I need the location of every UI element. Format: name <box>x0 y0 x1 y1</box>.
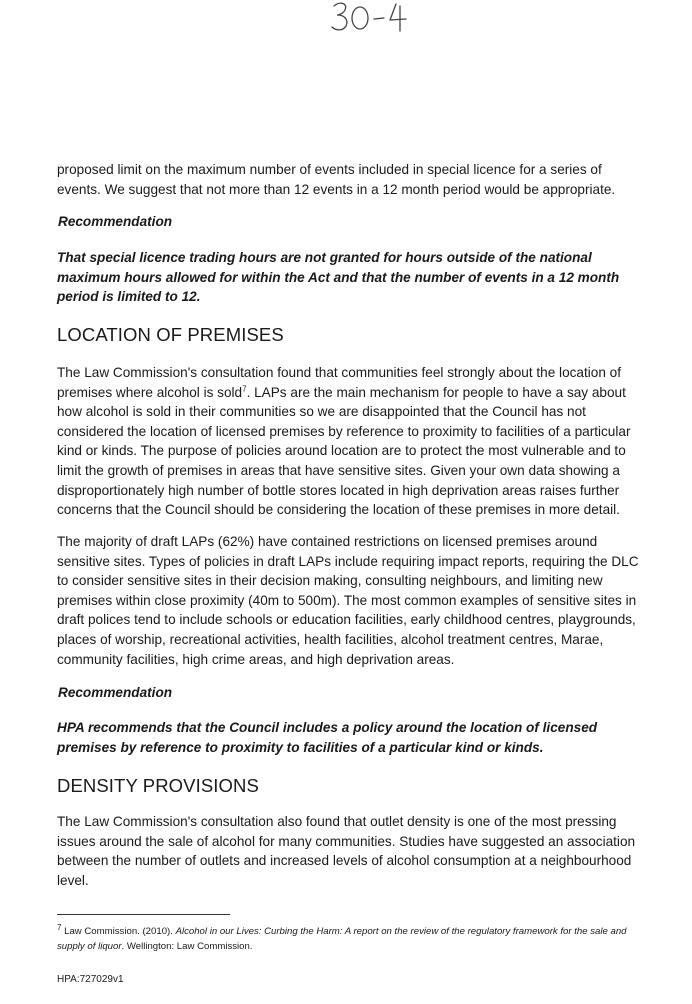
location-paragraph-1-text: The Law Commission's consultation found that communities feel strongly about the location of premises where alcohol is sold <box>57 365 622 400</box>
recommendation-text: That special licence trading hours are not granted for hours outside of the national maximum hours allowed for within the Act and that the number of events in a 12 month period is limited to 12. <box>57 250 620 305</box>
handwritten-page-number <box>330 0 420 34</box>
section-heading-location: LOCATION OF PREMISES <box>57 324 284 345</box>
footnote-publisher: . Wellington: Law Commission. <box>121 941 253 952</box>
location-paragraph-1 <box>57 363 647 520</box>
document-id: HPA:727029v1 <box>57 974 124 985</box>
footnote-number: 7 <box>57 922 62 932</box>
location-paragraph-2: The majority of draft LAPs (62%) have contained restrictions on licensed premises around sensitive sites. Types of policies in draft LAPs include requiring impact reports, requiring the DLC to consider sensitive sites in their decision making, consulting neighbours, and limiting new premises within close proximity (40m to 500m). The most common examples of sensitive sites in draft polices tend to include schools or education facilities, early childhood centres, playgrounds, places of worship, recreational activities, health facilities, alcohol treatment centres, Marae, community facilities, high crime areas, and high deprivation areas. <box>57 534 639 667</box>
recommendation-text-2: HPA recommends that the Council includes a policy around the location of licensed premises by reference to proximity to facilities of a particular kind or kinds. <box>57 720 598 755</box>
footnote <box>57 924 647 954</box>
location-paragraph-1-text-cont: . LAPs are the main mechanism for people to have a say about how alcohol is sold in their communities so we are disappointed that the Council has not considered the location of licensed premises by reference to proximity to facilities of a particular kind or kinds. The purpose of policies around location are to protect the most vulnerable and to limit the growth of premises in areas that have sensitive sites. Given your own data showing a disproportionately high number of bottle stores located in high deprivation areas raises further concerns that the Council should be considering the location of these premises in more detail. <box>57 384 631 518</box>
footnote-title: Alcohol in our Lives: Curbing the Harm: A report on the review of the regulatory framework for the sale and supply of liquor <box>57 926 627 952</box>
recommendation-label: Recommendation <box>58 214 173 229</box>
density-paragraph-1: The Law Commission's consultation also found that outlet density is one of the most pressing issues around the sale of alcohol for many communities. Studies have suggested an association between the number of outlets and increased levels of alcohol consumption at a neighbourhood level. <box>57 814 636 888</box>
footnote-reference: 7 <box>242 384 247 394</box>
recommendation-label-2: Recommendation <box>58 685 173 700</box>
intro-paragraph: proposed limit on the maximum number of events included in special licence for a series of events. We suggest that not more than 12 events in a 12 month period would be appropriate. <box>57 162 616 197</box>
footnote-separator <box>57 914 230 915</box>
section-heading-density: DENSITY PROVISIONS <box>57 775 259 796</box>
footnote-author: Law Commission. (2010). <box>61 926 176 937</box>
